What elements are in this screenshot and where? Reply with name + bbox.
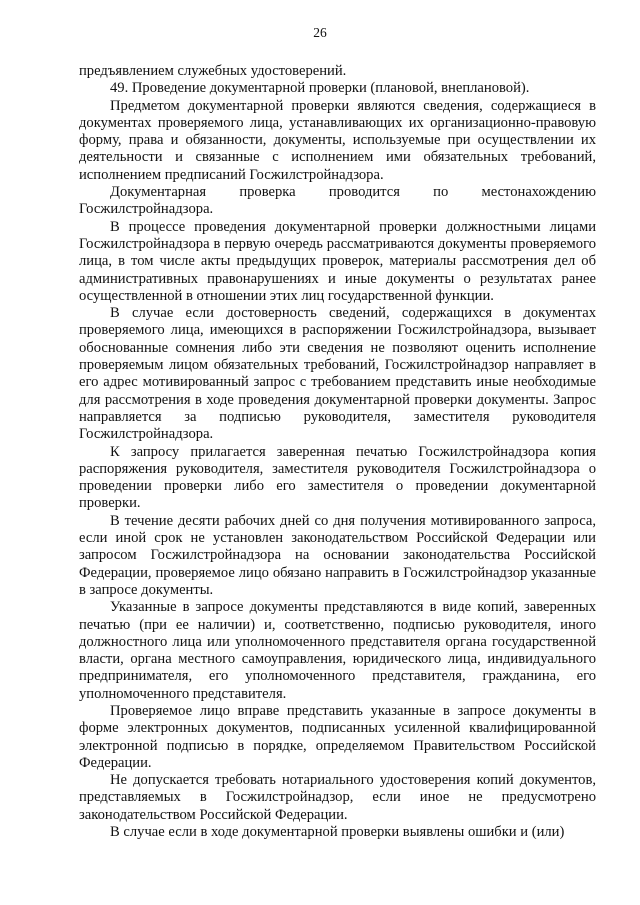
paragraph-deadline: В течение десяти рабочих дней со дня получения мотивированного запроса, если иной срок не установлен законодательством Российской Федерации или запросом Госжилстройнадзора на основании законодательства Российской Федерации, проверяемое лицо обязано направить в Госжилстройнадзор указанные в запросе документы. bbox=[79, 512, 596, 598]
paragraph-attachment: К запросу прилагается заверенная печатью Госжилстройнадзора копия распоряжения руководителя, заместителя руководителя Госжилстройнадзора о проведении проверки либо его заместителя о проведении документарной проверки. bbox=[79, 443, 596, 512]
paragraph-copies: Указанные в запросе документы представляются в виде копий, заверенных печатью (при ее наличии) и, соответственно, подписью руководителя, иного должностного лица или уполномоченного представителя органа государственной власти, органа местного самоуправления, юридического лица, индивидуального предпринимателя, его уполномоченного представителя, гражданина, его уполномоченного представителя. bbox=[79, 599, 596, 702]
page-number: 26 bbox=[313, 25, 327, 40]
section-heading-49: 49. Проведение документарной проверки (плановой, внеплановой). bbox=[110, 80, 530, 97]
paragraph-process: В процессе проведения документарной проверки должностными лицами Госжилстройнадзора в первую очередь рассматриваются документы проверяемого лица, в том числе акты предыдущих проверок, материалы рассмотрения дел об административных правонарушениях и иные документы о результатах ранее осуществленной в отношении этих лиц государственной функции. bbox=[79, 218, 596, 304]
paragraph-notary: Не допускается требовать нотариального удостоверения копий документов, представляемых в Госжилстройнадзор, если иное не предусмотрено законодательством Российской Федерации. bbox=[79, 772, 596, 823]
paragraph-subject: Предметом документарной проверки являются сведения, содержащиеся в документах проверяемого лица, устанавливающих их организационно-правовую форму, права и обязанности, документы, используемые при осуществлении их деятельности и связанные с исполнением ими обязательных требований, исполнением предписаний Госжилстройнадзора. bbox=[79, 97, 596, 183]
paragraph-location: Документарная проверка проводится по местонахождению Госжилстройнадзора. bbox=[79, 184, 596, 218]
paragraph-request: В случае если достоверность сведений, содержащихся в документах проверяемого лица, имеющихся в распоряжении Госжилстройнадзора, вызывает обоснованные сомнения либо эти сведения не позволяют оценить исполнение проверяемым лицом обязательных требований, Госжилстройнадзор направляет в его адрес мотивированный запрос с требованием представить иные необходимые для рассмотрения в ходе проведения документарной проверки документы. Запрос направляется за подписью руководителя, заместителя руководителя Госжилстройнадзора. bbox=[79, 305, 596, 443]
paragraph-continuation: предъявлением служебных удостоверений. bbox=[79, 63, 347, 79]
document-body bbox=[79, 63, 596, 841]
paragraph-electronic: Проверяемое лицо вправе представить указанные в запросе документы в форме электронных документов, подписанных усиленной квалифицированной электронной подписью в порядке, определяемом Правительством Российской Федерации. bbox=[79, 702, 596, 771]
paragraph-errors: В случае если в ходе документарной проверки выявлены ошибки и (или) bbox=[110, 824, 565, 841]
